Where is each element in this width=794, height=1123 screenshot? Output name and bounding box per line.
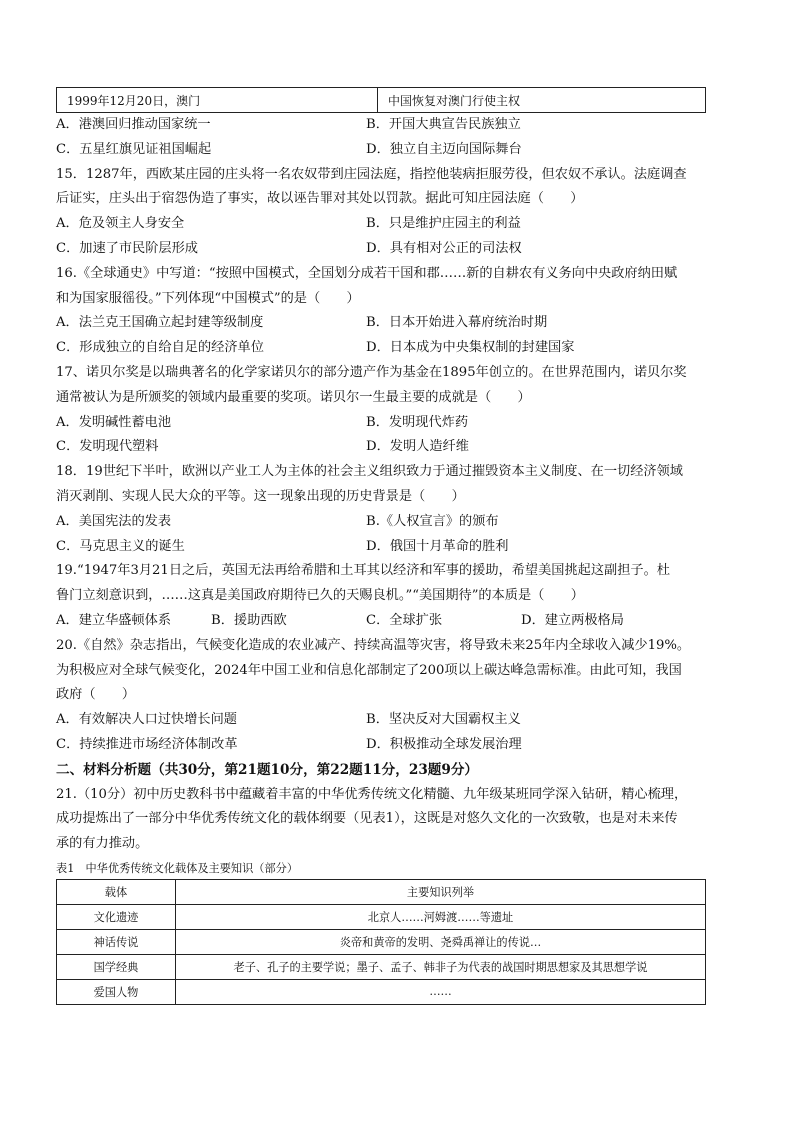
option-b: B.《人权宣言》的颁布 xyxy=(366,513,499,529)
option-a: A．港澳回归推动国家统一 xyxy=(56,117,211,132)
table-cell: 文化遗迹 xyxy=(57,904,176,929)
option-a: A．危及领主人身安全 xyxy=(56,216,185,232)
table-row xyxy=(57,979,706,1004)
q18-options-row1 xyxy=(56,510,708,535)
column-header: 主要知识列举 xyxy=(176,879,706,904)
table-cell: 老子、孔子的主要学说；墨子、孟子、韩非子为代表的战国时期思想家及其思想学说 xyxy=(176,954,706,979)
option-d: D．发明人造纤维 xyxy=(366,439,469,455)
q15-options-row2 xyxy=(56,237,708,262)
q15-options-row1 xyxy=(56,212,708,237)
table-cell: …… xyxy=(176,979,706,1004)
question-19-line2: 鲁门立刻意识到，……这真是美国政府期待已久的天赐良机。”“美国期待”的本质是（ ） xyxy=(56,588,584,604)
exam-page xyxy=(56,87,708,1005)
question-21-line3: 承的有力推动。 xyxy=(56,836,149,852)
q17-options-row2 xyxy=(56,435,708,460)
question-17-line1: 17、诺贝尔奖是以瑞典著名的化学家诺贝尔的部分遗产作为基金在1895年创立的。在世界范围内，诺贝尔奖 xyxy=(56,364,687,380)
q19-options-row xyxy=(56,609,708,634)
event-date-cell: 1999年12月20日，澳门 xyxy=(57,88,378,113)
question-20-line3: 政府（ ） xyxy=(56,687,136,703)
event-table xyxy=(56,87,706,113)
question-21-line1: 21.（10分）初中历史教科书中蕴藏着丰富的中华优秀传统文化精髓、九年级某班同学深入钻研，精心梳理， xyxy=(56,786,688,802)
option-c: C．发明现代塑料 xyxy=(56,439,159,455)
q20-options-row2 xyxy=(56,733,708,758)
option-a: A．建立华盛顿体系 xyxy=(56,612,172,628)
option-c: C．马克思主义的诞生 xyxy=(56,538,185,554)
question-15-line2: 后证实，庄头出于宿怨伪造了事实，故以诬告罪对其处以罚款。据此可知庄园法庭（ ） xyxy=(56,191,584,207)
option-b: B．只是维护庄园主的利益 xyxy=(366,216,521,232)
table-cell: 爱国人物 xyxy=(57,979,176,1004)
q18-options-row2 xyxy=(56,535,708,560)
table-1-caption: 表1 中华优秀传统文化载体及主要知识（部分） xyxy=(56,861,299,875)
option-c: C．持续推进市场经济体制改革 xyxy=(56,736,238,752)
option-d: D．独立自主迈向国际舞台 xyxy=(366,141,522,157)
question-21-line2: 成功提炼出了一部分中华优秀传统文化的载体纲要（见表1），这既是对悠久文化的一次致敬，也是对未来传 xyxy=(56,811,678,827)
option-a: A．美国宪法的发表 xyxy=(56,513,172,529)
option-d: D．日本成为中央集权制的封建国家 xyxy=(366,340,575,356)
option-d: D．具有相对公正的司法权 xyxy=(366,240,522,256)
question-16-line2: 和为国家服徭役。”下列体现“中国模式”的是（ ） xyxy=(56,290,360,306)
table-row xyxy=(57,904,706,929)
option-b: B．开国大典宣告民族独立 xyxy=(366,117,521,132)
option-c: C．形成独立的自给自足的经济单位 xyxy=(56,340,264,356)
question-16-line1: 16.《全球通史》中写道：“按照中国模式，全国划分成若干国和郡……新的自耕农有义务向中央政府纳田赋 xyxy=(56,265,678,281)
q14-options-row1 xyxy=(56,113,708,138)
q14-options-row2 xyxy=(56,138,708,163)
q20-options-row1 xyxy=(56,708,708,733)
table-cell: 国学经典 xyxy=(57,954,176,979)
event-desc-cell: 中国恢复对澳门行使主权 xyxy=(378,88,706,113)
option-b: B．发明现代炸药 xyxy=(366,414,469,430)
table-row xyxy=(57,929,706,954)
option-b: B．援助西欧 xyxy=(211,612,287,628)
option-c: C．加速了市民阶层形成 xyxy=(56,240,198,256)
option-d: D．俄国十月革命的胜利 xyxy=(366,538,509,554)
option-a: A．发明碱性蓄电池 xyxy=(56,414,172,430)
option-a: A．法兰克王国确立起封建等级制度 xyxy=(56,315,264,331)
column-header: 载体 xyxy=(57,879,176,904)
option-c: C．五星红旗见证祖国崛起 xyxy=(56,141,212,157)
question-20-line1: 20.《自然》杂志指出，气候变化造成的农业减产、持续高温等灾害，将导致未来25年内全球收入减少19%。 xyxy=(56,637,691,653)
q17-options-row1 xyxy=(56,411,708,436)
table-row xyxy=(57,954,706,979)
table-cell: 炎帝和黄帝的发明、尧舜禹禅让的传说… xyxy=(176,929,706,954)
table-1 xyxy=(56,879,706,1005)
option-c: C．全球扩张 xyxy=(366,612,443,628)
q16-options-row2 xyxy=(56,336,708,361)
question-19-line1: 19.“1947年3月21日之后，英国无法再给希腊和土耳其以经济和军事的援助，希望美国挑起这副担子。杜 xyxy=(56,563,670,579)
option-d: D．建立两极格局 xyxy=(521,612,624,628)
option-a: A．有效解决人口过快增长问题 xyxy=(56,712,237,728)
question-17-line2: 通常被认为是所颁奖的领域内最重要的奖项。诺贝尔一生最主要的成就是（ ） xyxy=(56,389,531,405)
question-20-line2: 为积极应对全球气候变化，2024年中国工业和信息化部制定了200项以上碳达峰急需标准。由此可知，我国 xyxy=(56,662,682,678)
table-cell: 北京人……河姆渡……等遗址 xyxy=(176,904,706,929)
section-2-title: 二、材料分析题（共30分，第21题10分，第22题11分，23题9分） xyxy=(56,761,479,778)
option-d: D．积极推动全球发展治理 xyxy=(366,736,522,752)
table-cell: 神话传说 xyxy=(57,929,176,954)
q16-options-row1 xyxy=(56,311,708,336)
question-18-line1: 18．19世纪下半叶，欧洲以产业工人为主体的社会主义组织致力于通过摧毁资本主义制度、在一切经济领域 xyxy=(56,464,683,480)
question-18-line2: 消灭剥削、实现人民大众的平等。这一现象出现的历史背景是（ ） xyxy=(56,488,465,504)
table-row xyxy=(57,88,706,113)
question-15-line1: 15．1287年，西欧某庄园的庄头将一名农奴带到庄园法庭，指控他装病拒服劳役，但农奴不承认。法庭调查 xyxy=(56,166,687,182)
option-b: B．坚决反对大国霸权主义 xyxy=(366,712,521,728)
option-b: B．日本开始进入幕府统治时期 xyxy=(366,315,548,331)
table-header-row xyxy=(57,879,706,904)
